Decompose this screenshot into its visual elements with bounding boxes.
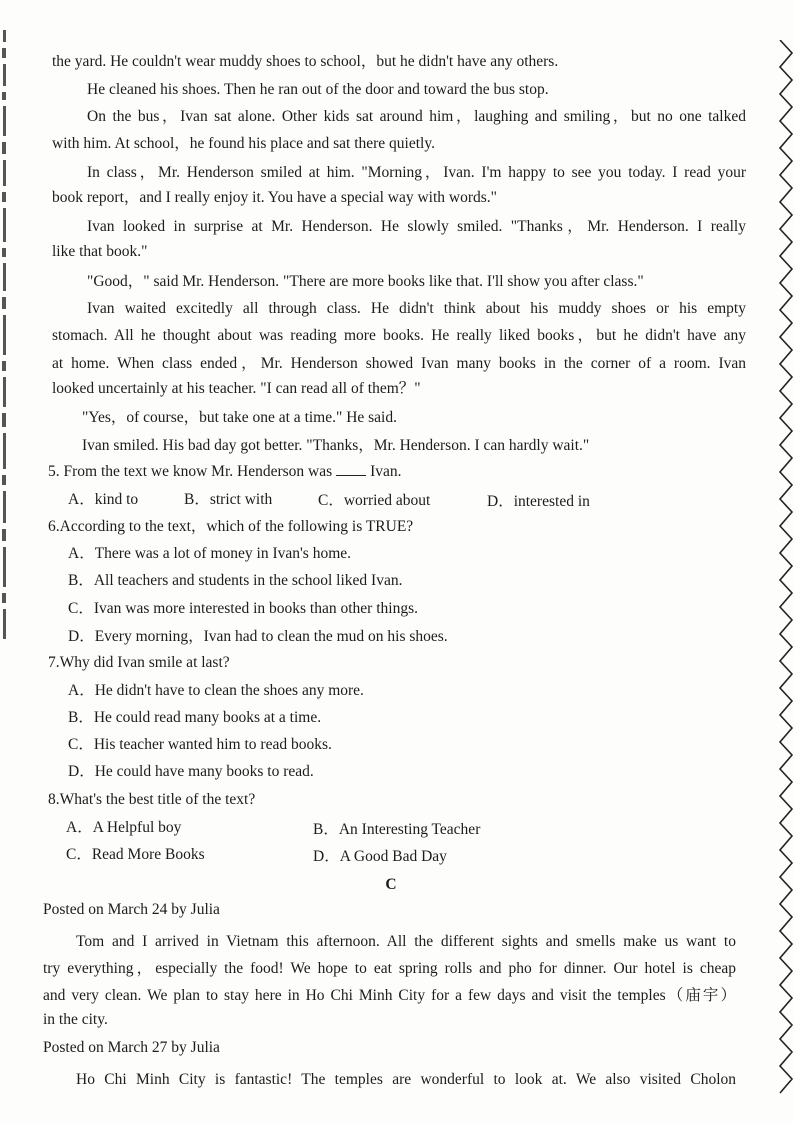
q6-option-d: D．Every morning，Ivan had to clean the mud on his shoes. [68, 628, 448, 645]
q6-option-c: C．Ivan was more interested in books than other things. [68, 600, 418, 617]
q8-option-d: D．A Good Bad Day [313, 848, 447, 865]
post-1-line: and very clean. We plan to stay here in Ho Chi Minh City for a few days and visit the temples（庙宇） [43, 987, 736, 1004]
q5-option-b: B．strict with [184, 491, 273, 508]
q5-option-a: A．kind to [68, 491, 139, 508]
q7-option-a: A．He didn't have to clean the shoes any more. [68, 682, 364, 699]
story-line: "Good，" said Mr. Henderson. "There are more books like that. I'll show you after class." [87, 273, 644, 290]
story-line: stomach. All he thought about was reading more books. He really liked books，but he didn't have any [52, 327, 746, 344]
answer-blank [336, 462, 366, 476]
story-line: at home. When class ended，Mr. Henderson showed Ivan many books in the corner of a room. Ivan [52, 355, 746, 372]
q5-option-c: C．worried about [318, 492, 431, 509]
story-line: with him. At school，he found his place and sat there quietly. [52, 135, 435, 152]
binding-margin-text [0, 30, 10, 640]
story-line: book report，and I really enjoy it. You have a special way with words." [52, 189, 497, 206]
story-line: looked uncertainly at his teacher. "I can read all of them？" [52, 380, 421, 397]
question-5-stem-before: 5. From the text we know Mr. Henderson was [48, 463, 333, 480]
story-line: like that book." [52, 243, 148, 260]
q7-option-d: D．He could have many books to read. [68, 763, 314, 780]
post-1-line: try everything，especially the food! We hope to eat spring rolls and pho for dinner. Our hotel is cheap [43, 960, 736, 977]
post-2-header: Posted on March 27 by Julia [43, 1039, 220, 1056]
story-line: the yard. He couldn't wear muddy shoes to school，but he didn't have any others. [52, 53, 559, 70]
post-1-line: Tom and I arrived in Vietnam this afternoon. All the different sights and smells make us want to [76, 933, 736, 950]
q6-option-a: A．There was a lot of money in Ivan's home. [68, 545, 352, 562]
question-5-stem-after: Ivan. [370, 463, 402, 480]
question-7-stem: 7.Why did Ivan smile at last? [48, 654, 230, 671]
q8-option-c: C．Read More Books [66, 846, 205, 863]
q8-option-a: A．A Helpful boy [66, 819, 182, 836]
post-2-line: Ho Chi Minh City is fantastic! The temples are wonderful to look at. We also visited Cholon [76, 1071, 736, 1088]
story-line: Ivan smiled. His bad day got better. "Thanks，Mr. Henderson. I can hardly wait." [82, 437, 590, 454]
story-line: "Yes，of course，but take one at a time." He said. [82, 409, 397, 426]
q7-option-c: C．His teacher wanted him to read books. [68, 736, 332, 753]
q5-option-d: D．interested in [487, 493, 590, 510]
question-8-stem: 8.What's the best title of the text? [48, 791, 256, 808]
q6-option-b: B．All teachers and students in the school liked Ivan. [68, 572, 403, 589]
question-5-stem [48, 462, 794, 482]
story-line: In class，Mr. Henderson smiled at him. "Morning，Ivan. I'm happy to see you today. I read your [87, 164, 746, 181]
story-line: He cleaned his shoes. Then he ran out of the door and toward the bus stop. [87, 81, 549, 98]
story-line: Ivan waited excitedly all through class. He didn't think about his muddy shoes or his empty [87, 300, 746, 317]
q7-option-b: B．He could read many books at a time. [68, 709, 322, 726]
section-heading: C [385, 876, 397, 893]
post-1-line: in the city. [43, 1011, 108, 1028]
question-6-stem: 6.According to the text，which of the following is TRUE? [48, 518, 414, 535]
q8-option-b: B．An Interesting Teacher [313, 821, 481, 838]
story-line: Ivan looked in surprise at Mr. Henderson. He slowly smiled. "Thanks，Mr. Henderson. I really [87, 218, 746, 235]
post-1-header: Posted on March 24 by Julia [43, 901, 220, 918]
story-line: On the bus，Ivan sat alone. Other kids sat around him，laughing and smiling，but no one talked [87, 108, 746, 125]
